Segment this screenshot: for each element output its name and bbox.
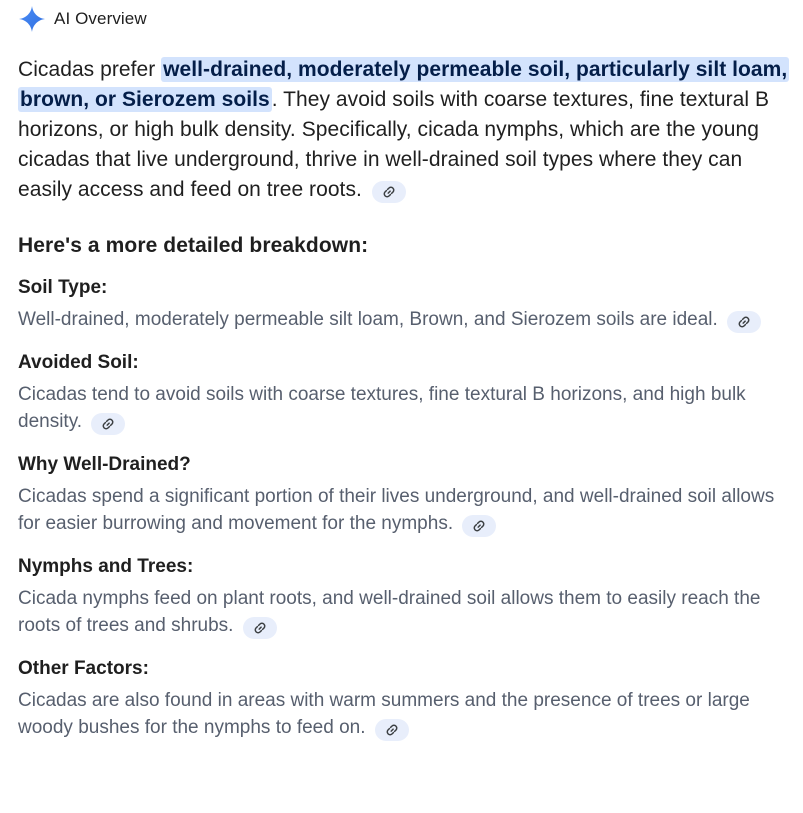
intro-prefix: Cicadas prefer — [18, 58, 162, 81]
link-icon — [385, 723, 399, 737]
section-nymphs-and-trees — [18, 554, 793, 640]
section-avoided-soil — [18, 350, 793, 436]
ai-overview-header — [18, 0, 793, 38]
section-title: Why Well-Drained? — [18, 453, 191, 475]
section-text: Cicadas spend a significant portion of their lives underground, and well-drained soil allows for easier burrowing and movement for the nymphs. — [18, 485, 775, 534]
section-body — [18, 585, 793, 640]
intro-highlight: well-drained, moderately permeable soil, particularly silt loam, brown, or Sierozem soils — [20, 58, 788, 111]
section-text: Cicadas tend to avoid soils with coarse textures, fine textural B horizons, and high bulk density. — [18, 383, 746, 432]
source-link-button[interactable] — [375, 719, 409, 741]
source-link-button[interactable] — [372, 181, 406, 203]
section-why-well-drained — [18, 452, 793, 538]
section-body — [18, 687, 793, 742]
section-text: Cicadas are also found in areas with warm summers and the presence of trees or large woody bushes for the nymphs to feed on. — [18, 689, 750, 738]
section-title: Soil Type: — [18, 277, 108, 298]
source-link-button[interactable] — [91, 413, 125, 435]
sparkle-icon — [18, 5, 46, 33]
link-icon — [737, 315, 751, 329]
section-other-factors — [18, 656, 793, 742]
section-text: Cicada nymphs feed on plant roots, and well-drained soil allows them to easily reach the roots of trees and shrubs. — [18, 587, 761, 636]
section-soil-type — [18, 275, 793, 334]
breakdown-heading: Here's a more detailed breakdown: — [18, 234, 369, 257]
section-body — [18, 381, 793, 436]
link-icon — [382, 185, 396, 199]
source-link-button[interactable] — [727, 311, 761, 333]
section-title: Avoided Soil: — [18, 351, 139, 373]
source-link-button[interactable] — [243, 617, 277, 639]
source-link-button[interactable] — [462, 515, 496, 537]
ai-overview-title: AI Overview — [54, 9, 147, 28]
section-body — [18, 306, 793, 334]
section-title: Nymphs and Trees: — [18, 555, 194, 577]
link-icon — [472, 519, 486, 533]
section-title: Other Factors: — [18, 657, 149, 679]
intro-suffix: . They avoid soils with coarse textures, fine textural B horizons, or high bulk density. Specifically, cicada nymphs, which are the young cicadas that live underground, thrive in well-drained soil types where they can easily access and feed on tree roots. — [18, 88, 770, 201]
link-icon — [101, 417, 115, 431]
section-body — [18, 483, 793, 538]
link-icon — [253, 621, 267, 635]
intro-paragraph — [18, 55, 793, 205]
section-text: Well-drained, moderately permeable silt loam, Brown, and Sierozem soils are ideal. — [18, 309, 718, 330]
